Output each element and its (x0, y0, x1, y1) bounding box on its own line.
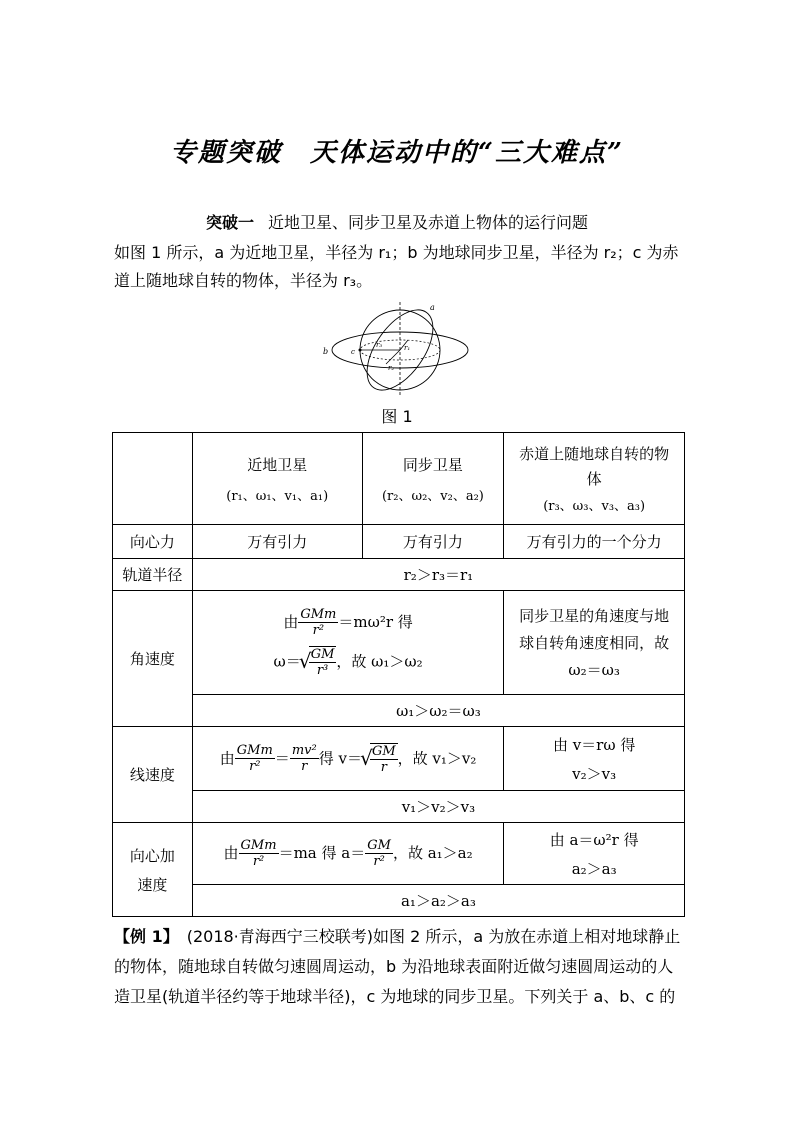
cell: v₁＞v₂＞v₃ (192, 791, 684, 823)
header-near-earth: 近地卫星 (r₁、ω₁、v₁、a₁) (192, 433, 362, 525)
intro-line-1: 如图 1 所示，a 为近地卫星，半径为 r₁；b 为地球同步卫星，半径为 r₂；c 为赤 (114, 243, 679, 262)
table-header-row (113, 433, 685, 525)
label-a: a (430, 303, 435, 312)
cell-linear-formula: 由 $\frac{\text{GMm}}{\text{r²}}$ ＝ $\frac{\text{mv²}}{r}$ 得 v＝ √ $\frac{GM}{r}$ ，故 v₁＞v₂ (192, 727, 503, 791)
row-label: 轨道半径 (113, 559, 193, 591)
comparison-table (112, 432, 685, 917)
row-linear-summary (113, 791, 685, 823)
figure-caption: 图 1 (381, 407, 413, 426)
header-geosync: 同步卫星 (r₂、ω₂、v₂、a₂) (362, 433, 504, 525)
label-r2: r₂ (388, 364, 395, 372)
row-orbit-radius (113, 559, 685, 591)
row-acc-summary (113, 885, 685, 917)
row-label: 角速度 (113, 591, 193, 727)
header-equator-object: 赤道上随地球自转的物 体 (r₃、ω₃、v₃、a₃) (504, 433, 685, 525)
example-line-2: 的物体，随地球自转做匀速圆周运动，b 为沿地球表面附近做匀速圆周运动的人 (114, 957, 674, 976)
section-text: 近地卫星、同步卫星及赤道上物体的运行问题 (268, 213, 589, 232)
cell-acc-formula: 由 $\frac{\text{GMm}}{\text{r²}}$ ＝ma 得 a＝ $\frac{GM}{\text{r²}}$ ，故 a₁＞a₂ (192, 823, 503, 885)
fraction: $\frac{\text{GMm}}{\text{r²}}$ (300, 607, 337, 638)
label-r1: r₁ (404, 344, 411, 352)
section-label: 突破一 (205, 213, 254, 232)
row-label: 线速度 (113, 727, 193, 823)
cell-angular-right: 同步卫星的角速度与地 球自转角速度相同，故 ω₂＝ω₃ (504, 591, 685, 695)
example-paragraph (114, 922, 688, 1012)
cell: 万有引力 (362, 525, 504, 559)
row-centripetal-acc (113, 823, 685, 885)
cell: ω₁＞ω₂＝ω₃ (192, 695, 684, 727)
cell: 万有引力的一个分力 (504, 525, 685, 559)
sqrt: √ $\frac{GM}{\text{r³}}$ (309, 646, 337, 678)
row-angular-velocity (113, 591, 685, 695)
label-r3: r₃ (376, 341, 383, 349)
example-tag: 【例 1】 (114, 927, 171, 946)
example-line-1: (2018·青海西宁三校联考)如图 2 所示，a 为放在赤道上相对地球静止 (170, 927, 681, 946)
label-b: b (323, 347, 329, 356)
label-c: c (351, 348, 355, 356)
cell-angular-formula: 由 $\frac{\text{GMm}}{\text{r²}}$ ＝mω²r 得 ω＝ √ $\frac{GM}{\text{r³}}$ ，故 ω₁＞ω₂ (192, 591, 503, 695)
cell: a₁＞a₂＞a₃ (192, 885, 684, 917)
cell-acc-right: 由 a＝ω²r 得 a₂＞a₃ (504, 823, 685, 885)
row-label: 向心力 (113, 525, 193, 559)
cell-linear-right: 由 v＝rω 得 v₂＞v₃ (504, 727, 685, 791)
orbit-figure (318, 298, 478, 398)
header-empty-cell (113, 433, 193, 525)
example-line-3: 造卫星(轨道半径约等于地球半径)，c 为地球的同步卫星。下列关于 a、b、c 的 (114, 987, 676, 1006)
page-title: 专题突破 天体运动中的“三大难点” (170, 138, 624, 168)
cell: 万有引力 (192, 525, 362, 559)
row-linear-velocity (113, 727, 685, 791)
row-label: 向心加 速度 (113, 823, 193, 917)
cell: r₂＞r₃＝r₁ (192, 559, 684, 591)
section-heading (0, 210, 794, 233)
intro-line-2: 道上随地球自转的物体，半径为 r₃。 (114, 271, 373, 290)
row-angular-summary (113, 695, 685, 727)
intro-paragraph (114, 239, 686, 295)
row-centripetal-force (113, 525, 685, 559)
